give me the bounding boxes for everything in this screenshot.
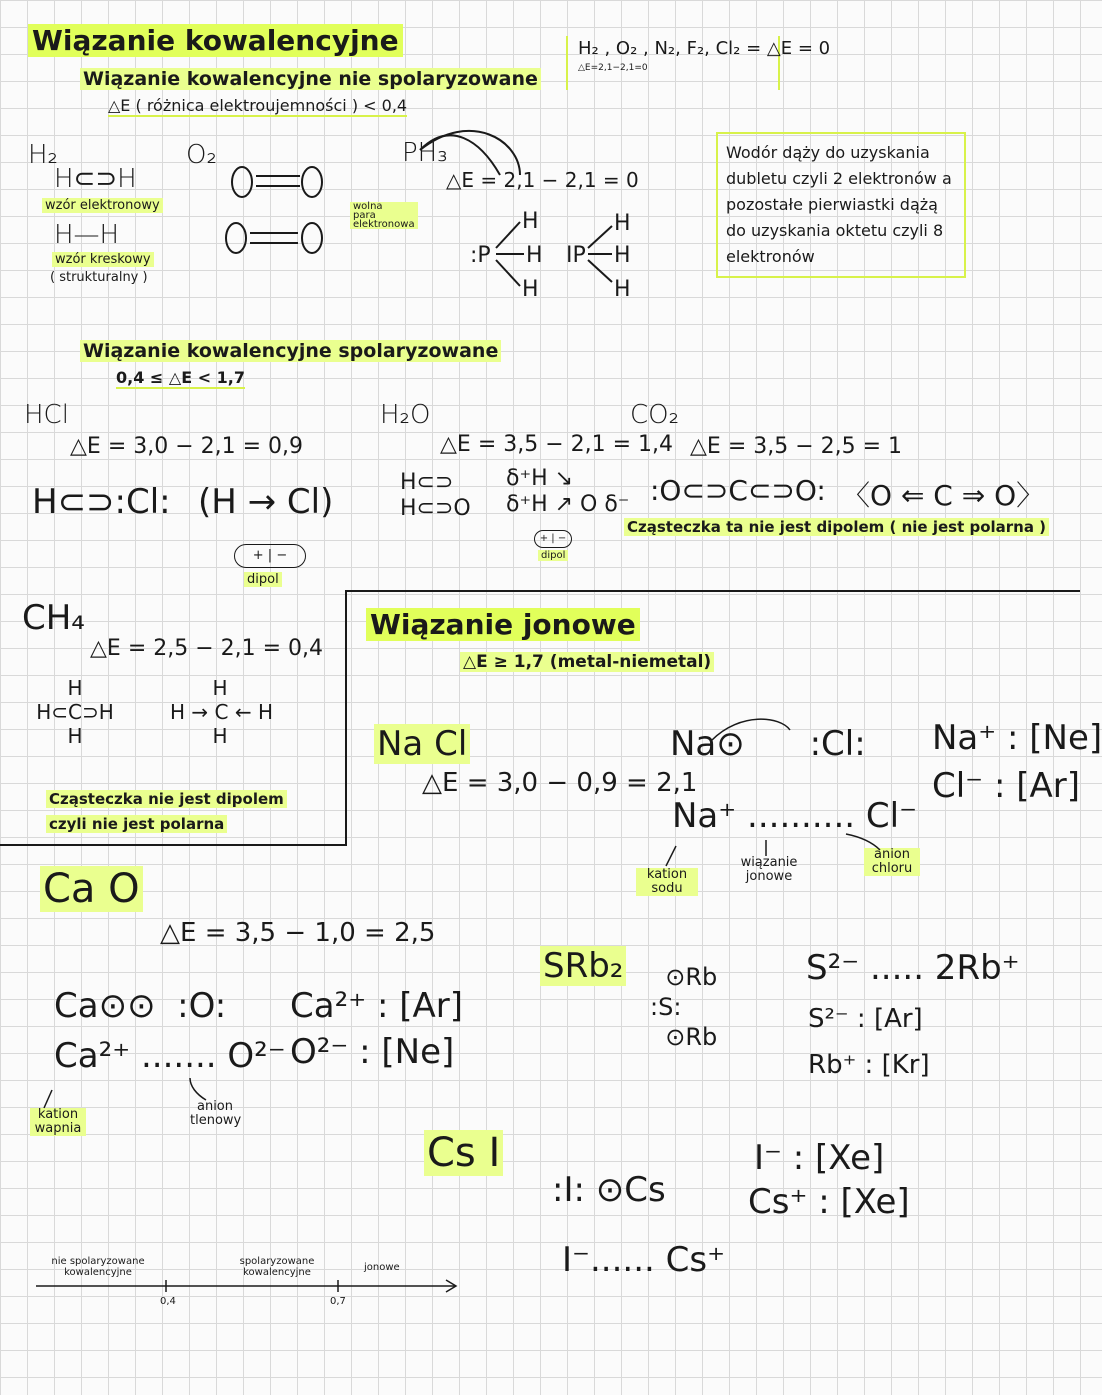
ph3-delta: △E = 2,1 − 2,1 = 0 xyxy=(446,168,639,192)
molecule-list-box xyxy=(566,36,831,90)
cao-atoms: Ca⊙⊙ :O: xyxy=(54,986,227,1026)
h2o-electronic: H⊂⊃ H⊂⊃O xyxy=(400,470,471,521)
molecule-list: H₂ , O₂ , N₂, F₂, Cl₂ = △E = 0 xyxy=(578,38,831,59)
scale-axis xyxy=(36,1280,456,1292)
nacl-name: Na Cl xyxy=(374,724,470,764)
ch4-polar: H H → C ← H H xyxy=(170,676,273,748)
ch4-delta: △E = 2,5 − 2,1 = 0,4 xyxy=(90,636,324,661)
ch4-note-2: czyli nie jest polarna xyxy=(46,815,227,833)
h2o-dipole-label: dipol xyxy=(538,550,568,561)
co2-name: CO₂ xyxy=(630,400,680,430)
scale-label-ionic: jonowe xyxy=(364,1262,400,1273)
co2-electronic: :O⊂⊃C⊂⊃O: xyxy=(650,474,826,507)
csi-i-config: I⁻ : [Xe] xyxy=(754,1138,885,1178)
csi-ions: I⁻...... Cs⁺ xyxy=(562,1240,726,1280)
csi-atoms: :I: ⊙Cs xyxy=(552,1170,666,1210)
ph3-structure xyxy=(420,131,612,286)
hcl-dipole-symbol: + | − xyxy=(234,544,306,568)
nacl-ions: Na⁺ .......... Cl⁻ xyxy=(672,796,918,836)
nacl-cation-label: kation sodu xyxy=(636,868,698,896)
co2-note: Cząsteczka ta nie jest dipolem ( nie jest polarna ) xyxy=(624,518,1049,536)
h2-electronic-formula: H⊂⊃H xyxy=(54,164,137,194)
svg-text:H: H xyxy=(614,211,631,236)
cao-ions: Ca²⁺ ....... O²⁻ xyxy=(54,1036,286,1076)
svg-text:H: H xyxy=(522,277,539,302)
h2o-name: H₂O xyxy=(380,400,431,430)
ionic-condition: △E ≥ 1,7 (metal-niemetal) xyxy=(460,652,714,672)
nacl-anion-label: anion chloru xyxy=(864,848,920,876)
nacl-bond-label: wiązanie jonowe xyxy=(740,855,798,884)
molecule-list-note: △E=2,1−2,1=0 xyxy=(578,63,648,73)
h2-structural-label-2: ( strukturalny ) xyxy=(50,270,148,285)
ionic-box-top-border xyxy=(346,590,1080,592)
cao-cation-label: kation wapnia xyxy=(30,1108,86,1136)
nacl-atoms: Na⊙ :Cl: xyxy=(670,724,866,764)
csi-name: Cs I xyxy=(424,1130,503,1176)
h2-electronic-label: wzór elektronowy xyxy=(42,198,163,213)
polar-condition: 0,4 ≤ △E < 1,7 xyxy=(116,368,246,387)
ch4-note-1: Cząsteczka nie jest dipolem xyxy=(46,790,287,808)
svg-text:H: H xyxy=(614,243,631,268)
svg-text:H: H xyxy=(522,209,539,234)
nacl-na-config: Na⁺ : [Ne] xyxy=(932,718,1102,758)
section-title-covalent: Wiązanie kowalencyjne xyxy=(28,24,403,57)
hcl-dipole-label: dipol xyxy=(244,572,282,587)
ch4-name: CH₄ xyxy=(22,598,85,638)
hcl-delta: △E = 3,0 − 2,1 = 0,9 xyxy=(70,434,304,459)
nonpolar-condition: △E ( różnica elektroujemności ) < 0,4 xyxy=(108,96,408,115)
svg-text::P: :P xyxy=(470,243,491,268)
cao-o-config: O²⁻ : [Ne] xyxy=(290,1032,455,1072)
h2o-dipole-symbol: + | − xyxy=(534,530,572,548)
ch4-electronic: H H⊂C⊃H H xyxy=(36,676,114,748)
scale-label-polar: spolaryzowane kowalencyjne xyxy=(239,1256,315,1278)
h2o-polar: δ⁺H ↘ δ⁺H ↗ O δ⁻ xyxy=(506,466,630,517)
svg-text:H: H xyxy=(526,243,543,268)
nonpolar-title: Wiązanie kowalencyjne nie spolaryzowane xyxy=(80,68,541,90)
scale-label-nonpolar: nie spolaryzowane kowalencyjne xyxy=(51,1256,145,1278)
ph3-name: PH₃ xyxy=(402,138,448,168)
h2-name: H₂ xyxy=(28,140,58,170)
polar-title: Wiązanie kowalencyjne spolaryzowane xyxy=(80,340,501,362)
o2-electronic-structure xyxy=(226,167,322,253)
rb2s-ions: S²⁻ ..... 2Rb⁺ xyxy=(806,948,1020,988)
co2-delta: △E = 3,5 − 2,5 = 1 xyxy=(690,434,903,459)
cao-anion-label: anion tlenowy xyxy=(190,1099,242,1128)
cao-name: Ca O xyxy=(40,866,143,912)
svg-text:IP: IP xyxy=(566,243,586,268)
o2-lone-pair-note: wolna para elektronowa xyxy=(350,202,418,229)
h2-structural-formula: H—H xyxy=(54,220,120,250)
hcl-electronic: H⊂⊃:Cl: xyxy=(32,482,171,522)
section-title-ionic: Wiązanie jonowe xyxy=(366,608,640,641)
ionic-box-bottom-border xyxy=(0,844,347,846)
rb2s-name: SRb₂ xyxy=(540,946,626,986)
csi-cs-config: Cs⁺ : [Xe] xyxy=(748,1182,910,1222)
nacl-cl-config: Cl⁻ : [Ar] xyxy=(932,766,1080,806)
cao-delta: △E = 3,5 − 1,0 = 2,5 xyxy=(160,918,436,948)
rb2s-electronic: ⊙Rb :S: ⊙Rb xyxy=(650,963,718,1051)
scale-tick-1: 0,4 xyxy=(160,1296,176,1307)
info-box: Wodór dąży do uzyskania dubletu czyli 2 elektronów a pozostałe pierwiastki dążą do uzyskania oktetu czyli 8 elektronów xyxy=(716,132,966,278)
rb2s-rb-config: Rb⁺ : [Kr] xyxy=(808,1050,930,1080)
rb2s-s-config: S²⁻ : [Ar] xyxy=(808,1004,923,1034)
scale-tick-2: 0,7 xyxy=(330,1296,346,1307)
h2o-delta: △E = 3,5 − 2,1 = 1,4 xyxy=(440,432,674,457)
ionic-box-left-border xyxy=(345,590,347,846)
svg-text:H: H xyxy=(614,277,631,302)
hcl-polar: (H → Cl) xyxy=(198,482,334,522)
cao-ca-config: Ca²⁺ : [Ar] xyxy=(290,986,463,1026)
nacl-delta: △E = 3,0 − 0,9 = 2,1 xyxy=(422,768,698,798)
h2-structural-label: wzór kreskowy xyxy=(52,252,154,267)
hcl-name: HCl xyxy=(24,400,69,430)
co2-polar: 〈O ⇐ C ⇒ O〉 xyxy=(842,479,1045,512)
o2-name: O₂ xyxy=(186,140,217,170)
